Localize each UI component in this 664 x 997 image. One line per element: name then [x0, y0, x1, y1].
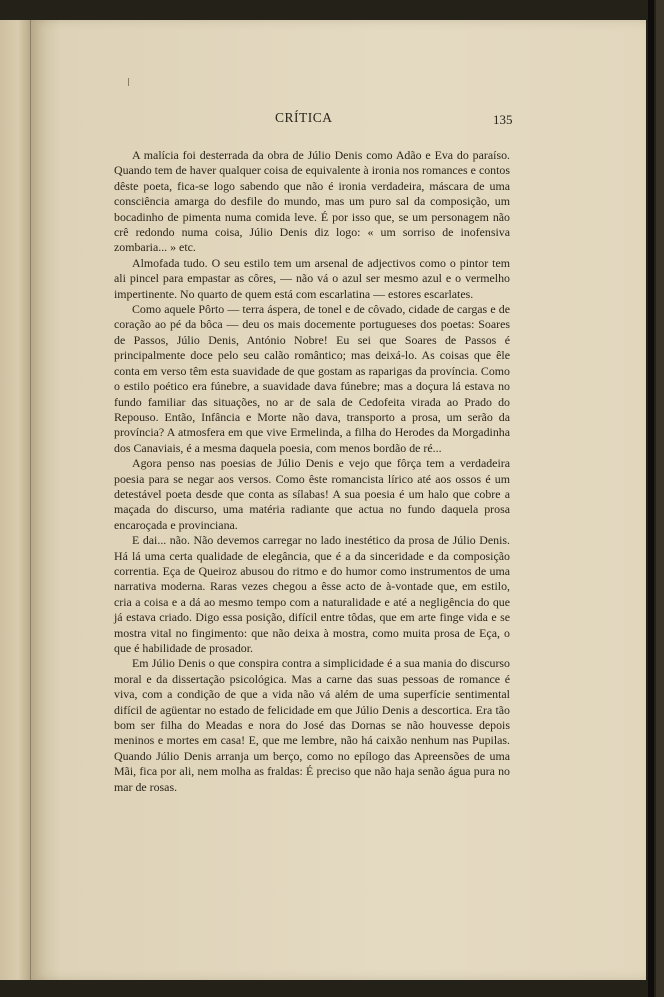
previous-page-edge — [0, 20, 31, 980]
pencil-mark — [128, 78, 129, 86]
paragraph: Como aquele Pôrto — terra áspera, de tonel e de côvado, cidade de cargas e de coração ao pé da bôca — deu os mais docemente portugueses dos poetas: Soares de Passos, Júlio Denis, António Nobre! Eu sei que Soares de Passos é principalmente doce pelo seu calão romântico; mas deixá-lo. As coisas que êle conta em verso têm esta suavidade de que gostam as raparigas da província. Como o estilo poético era fúnebre, a suavidade dava fúnebre; mas a doçura lá estava no fundo familiar das situações, no ar de sala de Cedofeita virada ao Prado do Repouso. Então, Infância e Morte não dava, transporto a prosa, um serão da província? A atmosfera em que vive Ermelinda, a filha do Herodes da Morgadinha dos Canaviais, é a mesma daquela poesia, com menos bordão de ré... — [114, 302, 510, 455]
paragraph: Almofada tudo. O seu estilo tem um arsenal de adjectivos como o pintor tem ali pincel para empastar as côres, — não vá o azul ser mesmo azul e o vermelho impertinente. No quarto de quem está com escarlatina — estores escarlates. — [114, 255, 510, 301]
running-title: CRÍTICA — [275, 110, 333, 125]
page-header — [31, 110, 646, 130]
paragraph: A malícia foi desterrada da obra de Júlio Denis como Adão e Eva do paraíso. Quando tem de haver qualquer coisa de equivalente à ironia nos romances e contos dêste poeta, fica-se logo sabendo que não é ironia verdadeira, máscara de uma consciência amarga do desfile do mundo, mas um puro sal da composição, um bocadinho de pimenta numa comida leve. É por isso que, se um personagem não crê redondo numa coisa, Júlio Denis diz logo: « um sorriso de inofensiva zombaria... » etc. — [114, 148, 510, 255]
body-text — [114, 148, 510, 795]
scanner-border — [656, 0, 664, 997]
paragraph: Em Júlio Denis o que conspira contra a simplicidade é a sua mania do discurso moral e da dissertação psicológica. Mas a carne das suas pessoas de romance é viva, com a condição de que a vida não vá além de uma superfície sentimental difícil de agüentar no estado de felicidade em que Júlio Denis a descortica. Era tão bom ser filha do Meadas e nora do José das Dornas se não houvesse depois meninos e mortes em casa! E, que me lembre, não há caixão nenhum nas Pupilas. Quando Júlio Denis arranja um berço, como no epílogo das Apreensões de uma Mãi, fica por ali, nem molha as fraldas: É preciso que não haja senão água pura no mar de rosas. — [114, 656, 510, 794]
paragraph: E dai... não. Não devemos carregar no lado inestético da prosa de Júlio Denis. Há lá uma certa qualidade de elegância, que é a da sinceridade e da composição correntia. Eça de Queiroz abusou do ritmo e do humor como instrumentos de uma narrativa moderna. Raras vezes chegou a êsse acto de à-vontade que, em estilo, cria a coisa e a dá ao mesmo tempo com a naturalidade e até a negligência do que já estava criado. Digo essa posição, difícil entre tôdas, que em arte finge vida e se mostra vital no fingimento: que não deixa à mostra, como muita prosa de Eça, o que é habilidade de prosador. — [114, 533, 510, 655]
page-number: 135 — [493, 112, 513, 127]
paragraph: Agora penso nas poesias de Júlio Denis e vejo que fôrça tem a verdadeira poesia para se negar aos versos. Como êste romancista lírico até aos ossos é um detestável poeta desde que conta as sílabas! A sua poesia é um halo que cobre a maçada do discurso, uma matéria radiante que actua no fundo daquela prosa encaroçada e provinciana. — [114, 456, 510, 532]
page-edge-shadow — [648, 0, 654, 997]
